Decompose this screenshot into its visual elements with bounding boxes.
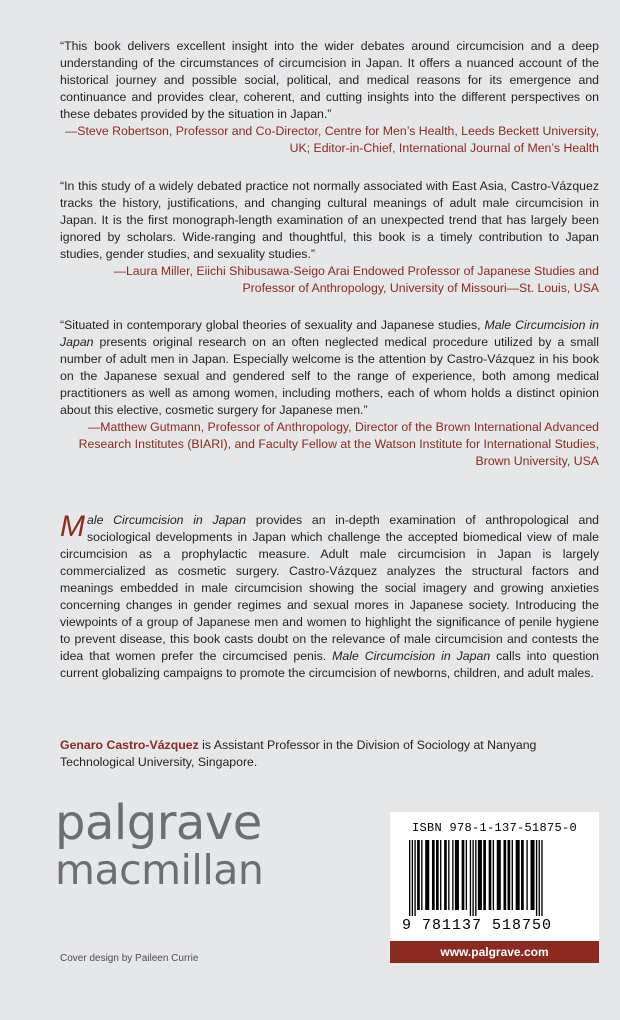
barcode-bar	[541, 840, 542, 916]
ean-digits: 9 781137 518750	[402, 917, 553, 934]
cover-design-credit: Cover design by Paileen Currie	[60, 953, 199, 964]
logo-line-palgrave: palgrave	[55, 795, 262, 851]
barcode-bar	[412, 840, 413, 916]
barcode-bar	[425, 840, 429, 910]
barcode-bar	[512, 840, 513, 910]
author-name: Genaro Castro-Vázquez	[60, 738, 199, 752]
barcode-bars	[403, 840, 588, 916]
barcode-bar	[489, 840, 492, 910]
logo-line-macmillan: macmillan	[55, 846, 264, 894]
barcode-bar	[483, 840, 486, 910]
barcode-bar	[478, 840, 482, 910]
description-text: calls into question current globalizing campaigns to promote the circumcision of newborns, children, and adult males.	[60, 649, 600, 680]
barcode-bar	[536, 840, 537, 916]
praise-block-miller	[60, 178, 599, 297]
praise-attribution: —Laura Miller, Eiichi Shibusawa-Seigo Arai Endowed Professor of Japanese Studies and Professor of Anthropology, University of Missouri—St. Louis, USA	[113, 264, 599, 295]
barcode-bar	[417, 840, 420, 910]
barcode-bar	[448, 840, 449, 910]
praise-quote-start: “Situated in contemporary global theories of sexuality and Japanese studies,	[60, 318, 485, 332]
barcode-bar	[497, 840, 501, 910]
publisher-url[interactable]: www.palgrave.com	[390, 941, 599, 963]
barcode-bar	[475, 840, 476, 916]
barcode-bar	[539, 840, 540, 916]
barcode-bar	[409, 840, 410, 916]
book-description	[60, 512, 599, 682]
book-title-italic: Male Circumcision in Japan	[332, 649, 491, 663]
barcode-bar	[436, 840, 439, 910]
author-bio-text: is Assistant Professor in the Division of Sociology at Nanyang Technological University, Singapore.	[60, 738, 537, 769]
isbn-label: ISBN 978-1-137-51875-0	[411, 821, 578, 835]
barcode-bar	[432, 840, 435, 910]
praise-quote-end: presents original research on an often neglected medical procedure utilized by a small number of adult men in Japan. Especially welcome is the attention by Castro-Vázquez in his book on the Japanese sexual and gendered self to the range of experience, both among medical practitioners as well as among women, including mothers, each of whom holds a distinct opinion about this elective, cosmetic surgery for Japanese men.”	[60, 335, 599, 417]
praise-quote	[60, 317, 599, 419]
praise-attribution: —Steve Robertson, Professor and Co-Director, Centre for Men’s Health, Leeds Beckett University, UK; Editor-in-Chief, International Journal of Men’s Health	[64, 124, 599, 155]
barcode-bar	[452, 840, 453, 910]
barcode-bar	[444, 840, 447, 910]
author-bio	[60, 737, 599, 771]
praise-quote: “This book delivers excellent insight into the wider debates around circumcision and a deep understanding of the circumstances of circumcision in Japan. It offers a nuanced account of the historical journey and possible social, political, and medical reasons for its emergence and continuance and provides clear, coherent, and cutting insights into the different perspectives on these debates provided by the situation in Japan.”	[60, 39, 599, 121]
praise-attribution: —Matthew Gutmann, Professor of Anthropology, Director of the Brown International Advanced Research Institutes (BIARI), and Faculty Fellow at the Watson Institute for International Studies, Brown University, USA	[78, 420, 599, 468]
barcode-bar	[455, 840, 459, 910]
barcode-bar	[414, 840, 415, 916]
praise-quote-title: Male Circumcision in Japan	[60, 318, 599, 349]
dropcap-letter: M	[60, 510, 85, 543]
barcode-bar	[531, 840, 535, 910]
barcode-bar	[521, 840, 524, 910]
barcode-bar	[470, 840, 471, 916]
publisher-logo	[55, 795, 264, 894]
description-text: provides an in-depth examination of anthropological and sociological developments in Japan which challenge the accepted biomedical view of male circumcision as a prophylactic measure. Adult male circumcision in Japan is largely commercialized as cosmetic surgery. Castro-Vázquez analyzes the structural factors and meanings embedded in male circumcision showing the social imagery and growing anxieties concerning changes in gender regimes and sexual mores in Japanese society. Introducing the viewpoints of a group of Japanese men and women to highlight the significance of penile hygiene to prevent disease, this book casts doubt on the relevance of male circumcision and contests the idea that women prefer the circumcised penis.	[60, 513, 599, 663]
barcode-bar	[440, 840, 441, 910]
barcode-bar	[508, 840, 511, 910]
praise-block-robertson	[60, 38, 599, 157]
barcode-bar	[472, 840, 473, 916]
praise-block-gutmann	[60, 317, 599, 470]
barcode-bar	[526, 840, 527, 910]
barcode-bar	[504, 840, 507, 910]
barcode-bar	[516, 840, 520, 910]
barcode-bar	[493, 840, 494, 910]
praise-quote: “In this study of a widely debated practice not normally associated with East Asia, Castro-Vázquez tracks the history, justifications, and changing cultural meanings of adult male circumcision in Japan. It is the first monograph-length examination of an unexpected trend that has largely been ignored by scholars. Wide-ranging and thoughtful, this book is a timely contribution to Japan studies, gender studies, and sexuality studies.”	[60, 179, 599, 261]
book-title-italic: ale Circumcision in Japan	[87, 513, 246, 527]
isbn-barcode	[390, 812, 599, 941]
barcode-bar	[462, 840, 465, 910]
barcode-bar	[421, 840, 422, 910]
barcode-bar	[466, 840, 467, 910]
